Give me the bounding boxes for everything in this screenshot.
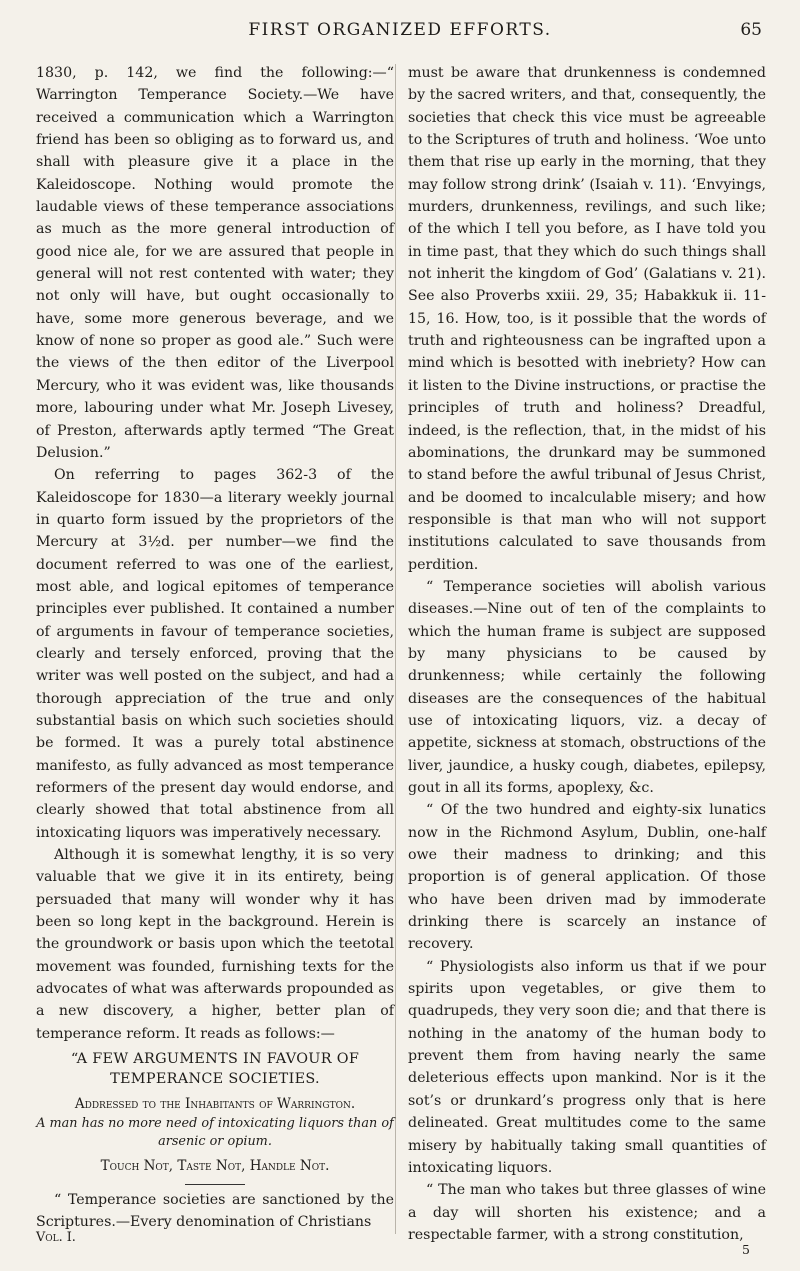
left-column <box>36 62 394 1234</box>
divider-rule <box>185 1184 245 1185</box>
slogan: Touch Not, Taste Not, Handle Not. <box>100 1158 330 1175</box>
paragraph: must be aware that drunkenness is condemned by the sacred writers, and that, consequently, the societies that check this vice must be agreeable to the Scriptures of truth and holiness. ‘Woe unto them that rise up early in the morning, that they may follow strong drink’ (Isaiah v. 11). ‘Envyings, murders, drunkenness, revilings, and such like; of the which I tell you before, as I have told you in time past, that they which do such things shall not inherit the kingdom of God’ (Galatians v. 21). See also Proverbs xxiii. 29, 35; Habakkuk ii. 11-15, 16. How, too, is it possible that the words of truth and righteousness can be ingrafted upon a mind which is besotted with inebriety? How can it listen to the Divine instructions, or practise the principles of truth and holiness? Dreadful, indeed, is the reflection, that, in the midst of his abominations, the drunkard may be summoned to stand before the awful tribunal of Jesus Christ, and be doomed to incalculable misery; and how responsible is that man who will not support institutions calculated to save thousands from perdition. <box>408 65 766 573</box>
signature-mark: 5 <box>742 1242 750 1257</box>
paragraph: “ Temperance societies will abolish various diseases.—Nine out of ten of the complaints to which the human frame is subject are supposed by many physicians to be caused by drunkenness; while certainly the following diseases are the consequences of the habitual use of intoxicating liquors, viz. a decay of appetite, sickness at stomach, obstructions of the liver, jaundice, a husky cough, diabetes, epilepsy, gout in all its forms, apoplexy, &c. <box>408 578 766 796</box>
volume-mark: Vol. I. <box>36 1230 76 1245</box>
address-line: Addressed to the Inhabitants of Warrington. <box>74 1096 356 1113</box>
motto: A man has no more need of intoxicating liquors than of arsenic or opium. <box>36 1116 394 1150</box>
page-number: 65 <box>740 20 762 40</box>
column-divider <box>395 64 396 1234</box>
paragraph: “ Of the two hundred and eighty-six lunatics now in the Richmond Asylum, Dublin, one-half owe their madness to drinking; and this proportion is of general application. Of those who have been driven mad by immoderate drinking there is scarcely an instance of recovery. <box>408 802 766 953</box>
paragraph: Although it is somewhat lengthy, it is so very valuable that we give it in its entirety, being persuaded that many will wonder why it has been so long kept in the background. Herein is the groundwork or basis upon which the teetotal movement was founded, furnishing texts for the advocates of what was afterwards propounded as a new discovery, a higher, better plan of temperance reform. It reads as follows:— <box>36 847 394 1042</box>
paragraph: 1830, p. 142, we find the following:—“ Warrington Temperance Society.—We have received a communication which a Warrington friend has been so obliging as to forward us, and shall with pleasure give it a place in the Kaleidoscope. Nothing would promote the laudable views of these temperance associations as much as the more general introduction of good nice ale, for we are assured that people in general will not rest contented with water; they not only will have, but ought occasionally to have, some more generous beverage, and we know of none so proper as good ale.” Such were the views of the then editor of the Liverpool Mercury, who it was evident was, like thousands more, labouring under what Mr. Joseph Livesey, of Preston, afterwards aptly termed “The Great Delusion.” <box>36 65 394 461</box>
section-heading: “A FEW ARGUMENTS IN FAVOUR OF TEMPERANCE SOCIETIES. <box>70 1051 360 1088</box>
paragraph: “ Physiologists also inform us that if we pour spirits upon vegetables, or give them to quadrupeds, they very soon die; and that there is nothing in the anatomy of the human body to prevent them from having nearly the same deleterious effects upon mankind. Nor is it the sot’s or drunkard’s progress only that is here delineated. Great multitudes come to the same misery by habitually taking small quantities of intoxicating liquors. <box>408 958 766 1176</box>
page-header <box>38 20 762 44</box>
paragraph: “ Temperance societies are sanctioned by the Scriptures.—Every denomination of Christians <box>36 1191 394 1231</box>
right-column <box>408 62 766 1246</box>
paragraph: “ The man who takes but three glasses of wine a day will shorten his existence; and a respectable farmer, with a strong constitution, <box>408 1182 766 1243</box>
running-title: FIRST ORGANIZED EFFORTS. <box>248 20 552 40</box>
paragraph: On referring to pages 362-3 of the Kaleidoscope for 1830—a literary weekly journal in quarto form issued by the proprietors of the Mercury at 3½d. per number—we find the document referred to was one of the earliest, most able, and logical epitomes of temperance principles ever published. It contained a number of arguments in favour of temperance societies, clearly and tersely enforced, proving that the writer was well posted on the subject, and had a thorough appreciation of the true and only substantial basis on which such societies should be formed. It was a purely total abstinence manifesto, as fully advanced as most temperance reformers of the present day would endorse, and clearly showed that total abstinence from all intoxicating liquors was imperatively necessary. <box>36 467 394 841</box>
